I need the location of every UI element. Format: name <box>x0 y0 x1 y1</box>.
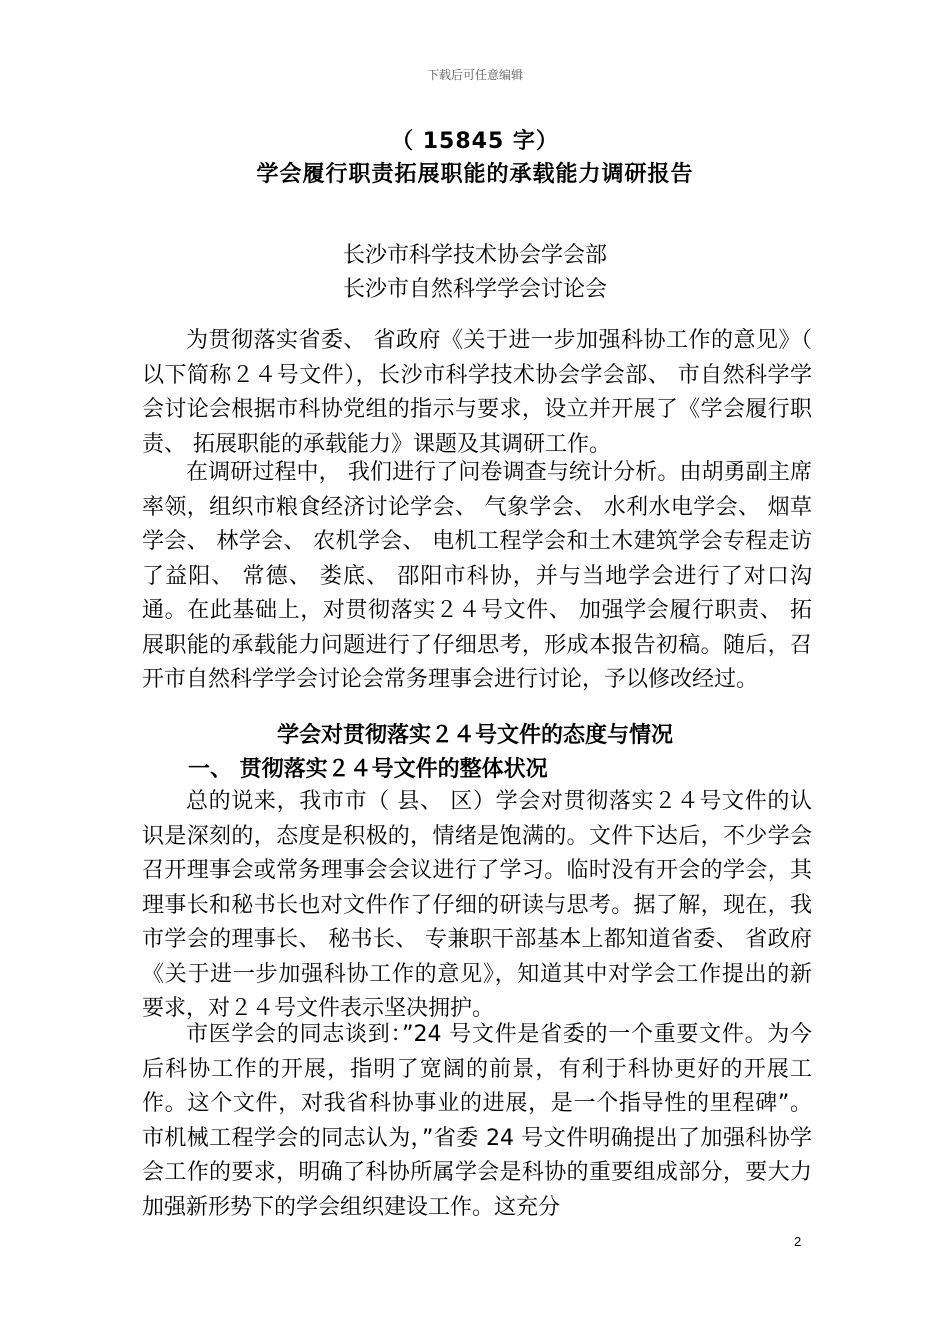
header-watermark: 下载后可任意编辑 <box>426 68 523 82</box>
body-paragraph: 总的说来，我市市（ 县、 区）学会对贯彻落实２４号文件的认识是深刻的，态度是积极的，情绪是饱满的。文件下达后，不少学会召开理事会或常务理事会会议进行了学习。临时没有开会的学会，其理事长和秘书长也对文件作了仔细的研读与思考。据了解，现在，我市学会的理事长、 秘书长、 专兼职干部基本上都知道省委、 省政府《关于进一步加强科协工作的意见》，知道其中对学会工作提出的新要求，对２４号文件表示坚决拥护。 <box>142 789 812 1021</box>
document-title: 学会履行职责拓展职能的承载能力调研报告 <box>256 162 694 187</box>
body-paragraph: 为贯彻落实省委、 省政府《关于进一步加强科协工作的意见》（ 以下简称２４号文件），长沙市科学技术协会学会部、 市自然科学学会讨论会根据市科协党组的指示与要求，设立并开展了《学会履行职责、 拓展职能的承载能力》课题及其调研工作。 <box>142 328 812 457</box>
character-count: （ 15845 字） <box>391 129 559 154</box>
body-paragraph: 市医学会的同志谈到：”24 号文件是省委的一个重要文件。为今后科协工作的开展，指明了宽阔的前景，有利于科协更好的开展工作。这个文件，对我省科协事业的进展，是一个指导性的里程碑”。市机械工程学会的同志认为，”省委 24 号文件明确提出了加强科协学会工作的要求，明确了科协所属学会是科协的重要组成部分，要大力加强新形势下的学会组织建设工作。这充分 <box>142 1022 812 1220</box>
body-paragraph: 在调研过程中， 我们进行了问卷调查与统计分析。由胡勇副主席率领，组织市粮食经济讨论学会、 气象学会、 水利水电学会、 烟草学会、 林学会、 农机学会、 电机工程学会和土木建筑学会专程走访了益阳、 常德、 娄底、 邵阳市科协，并与当地学会进行了对口沟通。在此基础上，对贯彻落实２４号文件、 加强学会履行职责、 拓展职能的承载能力问题进行了仔细思考，形成本报告初稿。随后，召开市自然科学学会讨论会常务理事会进行讨论，予以修改经过。 <box>142 460 812 692</box>
subsection-heading: 一、 贯彻落实２４号文件的整体状况 <box>188 757 548 782</box>
section-heading: 学会对贯彻落实２４号文件的态度与情况 <box>276 723 673 748</box>
author-line: 长沙市自然科学学会讨论会 <box>342 277 607 302</box>
page-number: 2 <box>794 1234 802 1249</box>
author-line: 长沙市科学技术协会学会部 <box>342 243 607 268</box>
